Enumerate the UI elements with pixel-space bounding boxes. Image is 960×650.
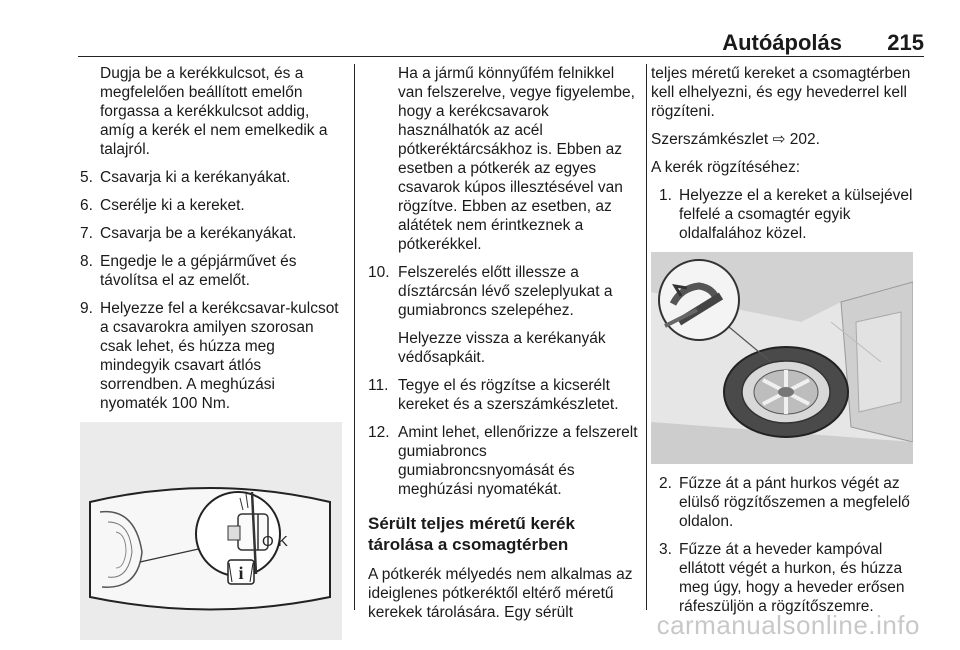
step-number: 7.: [80, 225, 93, 242]
tools-reference: Szerszámkészlet ⇨ 202.: [651, 131, 820, 148]
paragraph: Ha a jármű könnyűfém felnikkel van felszerelve, vegye figyelembe, hogy a kerékcsavarok használhatók az acél pótkeréktárcsákhoz is. Ebben az esetben a pótkerék az egyes csavarok kúpos illesztésével van rögzítve. Ebben az esetben, az alátétek nem érintkeznek a pótkerékkel.: [398, 65, 635, 253]
list-item: [80, 168, 344, 187]
list-item: [368, 263, 638, 367]
step-text: Csavarja be a kerékanyákat.: [100, 225, 297, 242]
section-title: Autóápolás: [722, 30, 842, 55]
step-number: 9.: [80, 300, 93, 317]
step-text: Felszerelés előtt illessze a dísztárcsán lévő szeleplyukat a gumiabroncs szelepéhez.: [398, 264, 613, 319]
step-number: 2.: [659, 475, 672, 492]
step-text: Helyezze fel a kerékcsavar-kulcsot a csavarokra amilyen szorosan csak lehet, és húzza meg mindegyik csavart átlós sorrendben. A meghúzási nyomaték 100 Nm.: [100, 300, 339, 412]
wheel-nut-torque-illustration: [80, 422, 342, 640]
step-number: 1.: [659, 187, 672, 204]
step-text: Fűzze át a pánt hurkos végét az elülső rögzítőszemen a megfelelő oldalon.: [679, 475, 910, 530]
list-item: [651, 474, 931, 531]
column-3: [651, 64, 931, 625]
step-number: 8.: [80, 253, 93, 270]
column-divider: [646, 64, 647, 610]
step-text: Csavarja ki a kerékanyákat.: [100, 169, 291, 186]
step-number: 10.: [368, 264, 390, 281]
list-item: [80, 252, 344, 290]
step-note: Helyezze vissza a kerékanyák védősapkáit.: [398, 330, 606, 366]
list-item: [80, 224, 344, 243]
paragraph: A kerék rögzítéséhez:: [651, 159, 801, 176]
step-text: Tegye el és rögzítse a kicserélt kereket és a szerszámkészletet.: [398, 377, 619, 413]
column-1: [80, 64, 344, 650]
list-item: [651, 186, 931, 243]
list-item: [651, 540, 931, 616]
svg-text:i: i: [238, 563, 244, 583]
step-number: 6.: [80, 197, 93, 214]
step-number: 11.: [368, 377, 389, 394]
column-2: [368, 64, 638, 631]
list-item: [368, 423, 638, 499]
step-number: 5.: [80, 169, 93, 186]
section-heading: Sérült teljes méretű kerék tárolása a csomagtérben: [368, 514, 575, 554]
paragraph: teljes méretű kereket a csomagtérben kell elhelyezni, és egy hevederrel kell rögzíteni.: [651, 65, 911, 120]
paragraph: Dugja be a kerékkulcsot, és a megfelelően beállított emelőn forgassa a kerékkulcsot addig, amíg a kerék el nem emelkedik a talajról.: [100, 65, 328, 158]
step-text: Amint lehet, ellenőrizze a felszerelt gumiabroncs gumiabroncsnyomását és meghúzási nyomatékát.: [398, 424, 638, 498]
step-text: Engedje le a gépjárművet és távolítsa el az emelőt.: [100, 253, 297, 289]
step-number: 12.: [368, 424, 390, 441]
column-divider: [354, 64, 355, 610]
step-text: Helyezze el a kereket a külsejével felfelé a csomagtér egyik oldalfalához közel.: [679, 187, 913, 242]
page-number: 215: [887, 30, 924, 55]
header-divider: [78, 56, 924, 57]
list-item: [368, 376, 638, 414]
step-text: Cserélje ki a kereket.: [100, 197, 245, 214]
trunk-spare-wheel-illustration: [651, 252, 913, 464]
list-item: [80, 196, 344, 215]
list-item: [80, 299, 344, 413]
watermark: carmanualsonline.info: [656, 610, 920, 640]
step-number: 3.: [659, 541, 672, 558]
paragraph: A pótkerék mélyedés nem alkalmas az ideiglenes pótkeréktől eltérő méretű kerekek tárolására. Egy sérült: [368, 566, 633, 621]
ok-label: O K: [262, 533, 288, 550]
step-text: Fűzze át a heveder kampóval ellátott végét a hurkon, és húzza meg úgy, hogy a heveder erősen ráfeszüljön a rögzítőszemre.: [679, 541, 905, 615]
